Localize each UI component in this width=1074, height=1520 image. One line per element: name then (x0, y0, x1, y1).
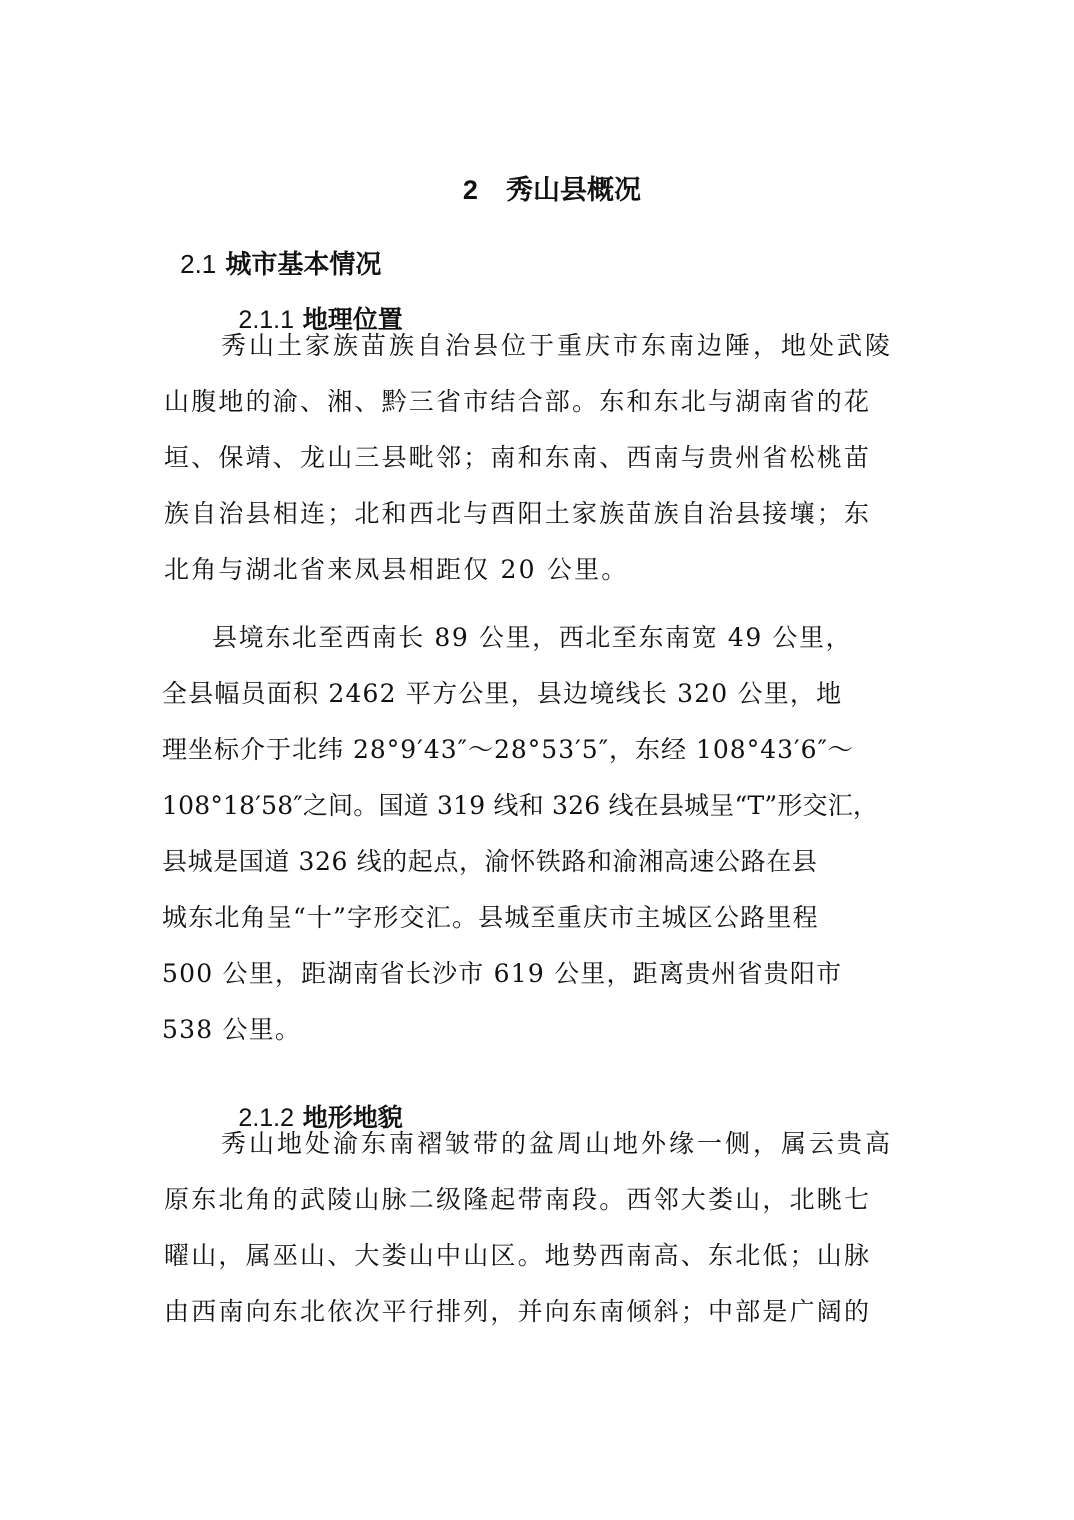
text-line: 北角与湖北省来凤县相距仅 20 公里。 (164, 555, 629, 584)
subsection-heading-terrain (221, 1070, 403, 1134)
text-line: 全县幅员面积 2462 平方公里，县边境线长 320 公里，地 (162, 679, 843, 708)
section-title: 城市基本情况 (225, 250, 382, 280)
text-line: 108°18′58″之间。国道 319 线和 326 线在县城呈“T”形交汇， (162, 791, 879, 820)
text-line: 曜山，属巫山、大娄山中山区。地势西南高、东北低；山脉 (164, 1241, 872, 1270)
subsection-heading-location (221, 272, 403, 336)
text-line: 垣、保靖、龙山三县毗邻；南和东南、西南与贵州省松桃苗 (164, 443, 872, 472)
text-line: 原东北角的武陵山脉二级隆起带南段。西邻大娄山，北眺七 (164, 1185, 872, 1214)
text-line: 县城是国道 326 线的起点，渝怀铁路和渝湘高速公路在县 (162, 847, 818, 876)
text-line: 秀山土家族苗族自治县位于重庆市东南边陲，地处武陵 (221, 331, 894, 360)
subsection-title: 地形地貌 (302, 1103, 403, 1132)
text-line: 族自治县相连；北和西北与酉阳土家族苗族自治县接壤；东 (164, 499, 872, 528)
section-number: 2.1 (180, 249, 217, 279)
text-line: 秀山地处渝东南褶皱带的盆周山地外缘一侧，属云贵高 (221, 1129, 894, 1158)
text-line: 理坐标介于北纬 28°9′43″～28°53′5″，东经 108°43′6″～ (162, 735, 854, 764)
chapter-title: 秀山县概况 (506, 175, 642, 206)
text-line: 城东北角呈“十”字形交汇。县城至重庆市主城区公路里程 (162, 903, 819, 932)
text-line: 500 公里，距湖南省长沙市 619 公里，距离贵州省贵阳市 (162, 959, 843, 988)
chapter-heading (444, 142, 641, 207)
subsection-number: 2.1.2 (238, 1104, 295, 1132)
text-line: 县境东北至西南长 89 公里，西北至东南宽 49 公里， (212, 623, 853, 652)
text-line: 由西南向东北依次平行排列，并向东南倾斜；中部是广阔的 (164, 1297, 872, 1326)
text-line: 538 公里。 (162, 1015, 302, 1044)
text-line: 山腹地的渝、湘、黔三省市结合部。东和东北与湖南省的花 (164, 387, 872, 416)
subsection-number: 2.1.1 (238, 306, 295, 334)
subsection-title: 地理位置 (302, 305, 403, 334)
chapter-number: 2 (462, 175, 478, 205)
